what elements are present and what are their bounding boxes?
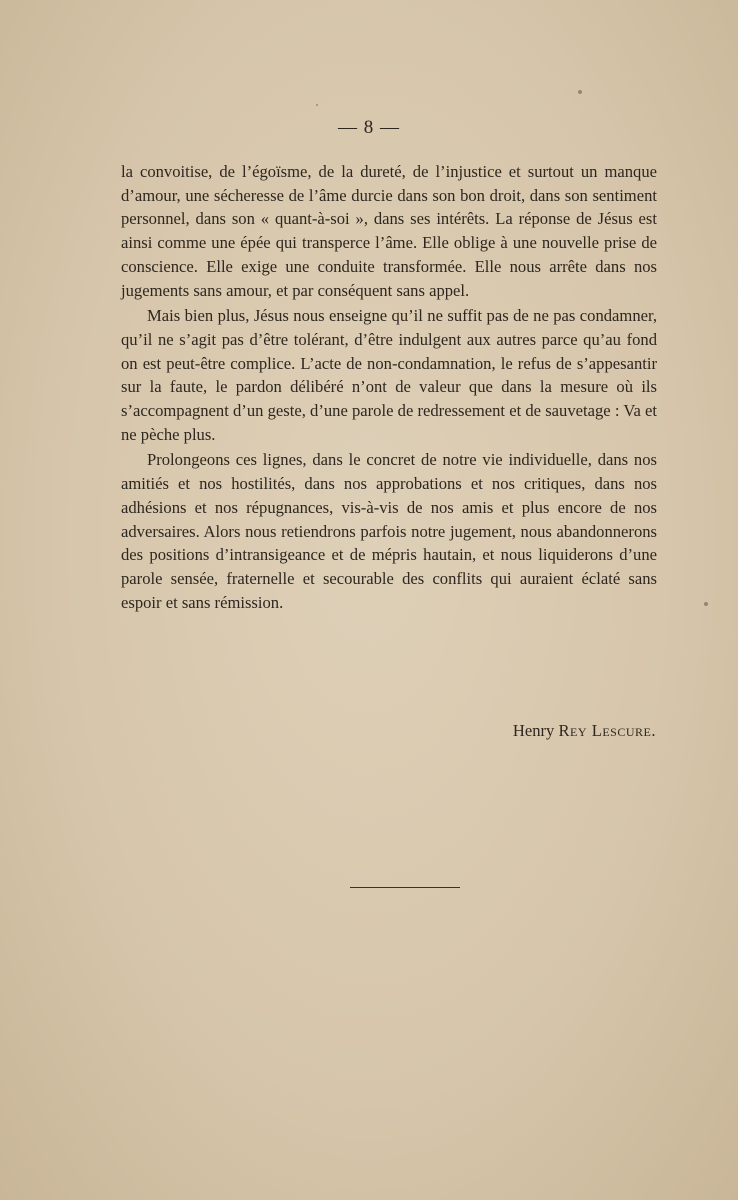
author-last-name: Rey Lescure. (558, 721, 656, 740)
paragraph-3: Prolongeons ces lignes, dans le concret de notre vie individuelle, dans nos amitiés et nos hostilités, dans nos approbations et nos critiques, dans nos adhésions et nos répugnances, vis-à-vis de nos amis et plus encore de nos adversaires. Alors nous retiendrons parfois notre jugement, nous abandonnerons des positions d’intransigeance et de mépris hautain, et nous liquiderons d’une parole sensée, fraternelle et secourable des conflits qui auraient éclaté sans espoir et sans rémission. (121, 450, 657, 612)
page-number: — 8 — (338, 117, 400, 138)
paragraph-1: la convoitise, de l’égoïsme, de la dureté, de l’injustice et surtout un manque d’amour, une sécheresse de l’âme durcie dans son bon droit, dans son sentiment personnel, dans son « quant-à-soi », dans ses intérêts. La réponse de Jésus est ainsi comme une épée qui transperce l’âme. Elle oblige à une nouvelle prise de conscience. Elle exige une conduite transformée. Elle nous arrête dans nos jugements sans amour, et par conséquent sans appel. (121, 162, 657, 300)
paragraph-2: Mais bien plus, Jésus nous enseigne qu’il ne suffit pas de ne pas condamner, qu’il ne s’agit pas d’être tolérant, d’être indulgent aux autres parce qu’au fond on est peut-être complice. L’acte de non-condamnation, le refus de s’appesantir sur la faute, le pardon délibéré n’ont de valeur que dans la mesure où ils s’accompagnent d’un geste, d’une parole de redressement et de sauvetage : Va et ne pèche plus. (121, 306, 657, 444)
paper-speck (704, 602, 708, 606)
paper-speck (578, 90, 582, 94)
section-divider (350, 887, 460, 888)
body-text (121, 160, 657, 614)
paper-speck (316, 104, 318, 106)
author-signature (400, 721, 656, 741)
author-first-name: Henry (512, 721, 555, 740)
